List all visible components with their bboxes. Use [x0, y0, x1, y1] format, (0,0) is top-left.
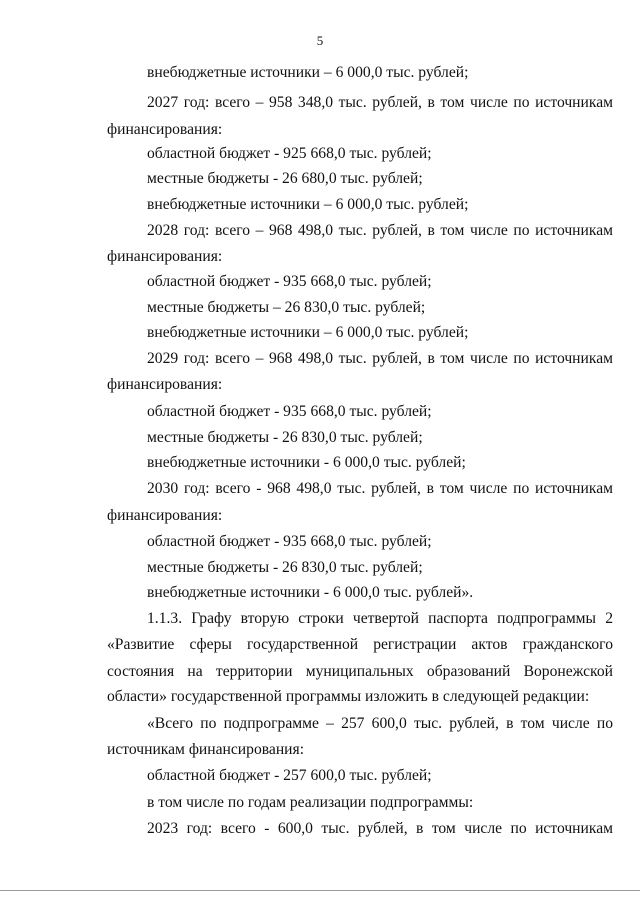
- text-line: «Развитие сферы государственной регистрации актов гражданского: [107, 636, 613, 653]
- text-line: финансирования:: [107, 121, 223, 138]
- text-line: внебюджетные источники - 6 000,0 тыс. рублей;: [147, 454, 466, 471]
- text-line: местные бюджеты - 26 830,0 тыс. рублей;: [147, 559, 423, 576]
- text-line: области» государственной программы изложить в следующей редакции:: [107, 688, 590, 705]
- text-line: 2030 год: всего - 968 498,0 тыс. рублей, в том числе по источникам: [147, 480, 613, 497]
- text-line: источникам финансирования:: [107, 741, 305, 758]
- text-line: «Всего по подпрограмме – 257 600,0 тыс. рублей, в том числе по: [147, 715, 613, 732]
- text-line: 1.1.3. Графу вторую строки четвертой паспорта подпрограммы 2: [147, 610, 613, 627]
- text-line: областной бюджет - 257 600,0 тыс. рублей;: [147, 767, 432, 784]
- text-line: местные бюджеты – 26 830,0 тыс. рублей;: [147, 299, 426, 316]
- text-line: 2029 год: всего – 968 498,0 тыс. рублей, в том числе по источникам: [147, 350, 613, 367]
- text-line: внебюджетные источники – 6 000,0 тыс. рублей;: [147, 196, 469, 213]
- page-number: 5: [316, 33, 324, 48]
- text-line: 2027 год: всего – 958 348,0 тыс. рублей, в том числе по источникам: [147, 94, 613, 111]
- text-line: состояния на территории муниципальных образований Воронежской: [107, 663, 613, 680]
- text-line: местные бюджеты - 26 830,0 тыс. рублей;: [147, 429, 423, 446]
- text-line: финансирования:: [107, 248, 223, 265]
- text-line: финансирования:: [107, 507, 223, 524]
- text-line: 2023 год: всего - 600,0 тыс. рублей, в том числе по источникам: [147, 820, 613, 837]
- bottom-rule: [0, 890, 640, 891]
- text-line: 2028 год: всего – 968 498,0 тыс. рублей, в том числе по источникам: [147, 222, 613, 239]
- text-line: внебюджетные источники - 6 000,0 тыс. рублей».: [147, 584, 474, 601]
- text-line: внебюджетные источники – 6 000,0 тыс. рублей;: [147, 324, 469, 341]
- text-line: финансирования:: [107, 376, 223, 393]
- text-line: областной бюджет - 935 668,0 тыс. рублей;: [147, 403, 432, 420]
- text-line: местные бюджеты - 26 680,0 тыс. рублей;: [147, 170, 423, 187]
- text-line: в том числе по годам реализации подпрограммы:: [147, 794, 474, 811]
- text-line: областной бюджет - 925 668,0 тыс. рублей;: [147, 145, 432, 162]
- text-line: внебюджетные источники – 6 000,0 тыс. рублей;: [147, 64, 469, 81]
- text-line: областной бюджет - 935 668,0 тыс. рублей;: [147, 533, 432, 550]
- text-line: областной бюджет - 935 668,0 тыс. рублей;: [147, 273, 432, 290]
